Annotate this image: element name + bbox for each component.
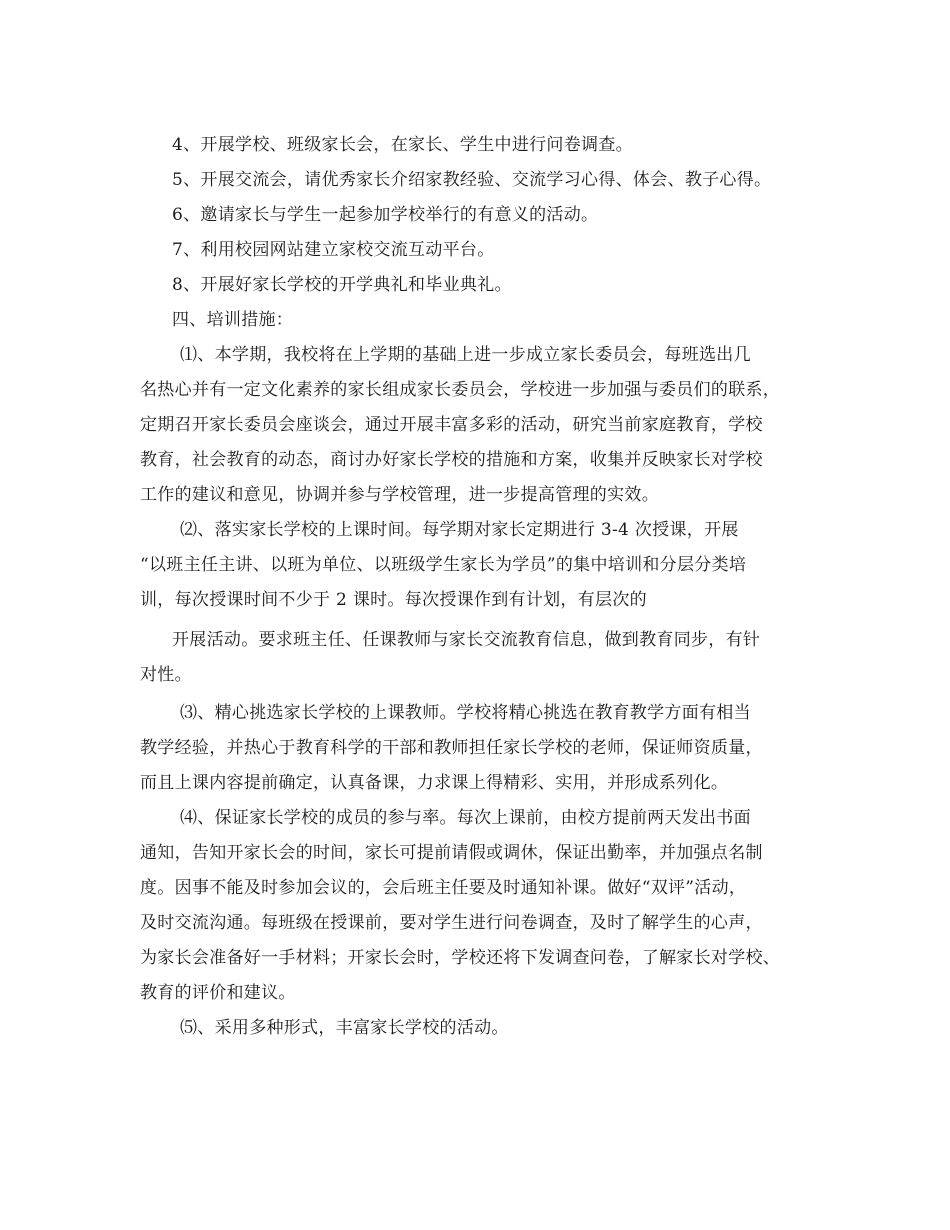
paragraph-line: 通知，告知开家长会的时间，家长可提前请假或调休，保证出勤率，并加强点名制 [140, 843, 763, 863]
paragraph-line: 定期召开家长委员会座谈会，通过开展丰富多彩的活动，研究当前家庭教育，学校 [140, 415, 763, 435]
list-item: 6、邀请家长与学生一起参加学校举行的有意义的活动。 [172, 205, 599, 225]
paragraph-line: 及时交流沟通。每班级在授课前，要对学生进行问卷调查，及时了解学生的心声， [140, 913, 763, 933]
paragraph-line: 为家长会准备好一手材料；开家长会时，学校还将下发调查问卷，了解家长对学校、 [140, 948, 781, 968]
paragraph-line: ⑵、落实家长学校的上课时间。每学期对家长定期进行 3-4 次授课，开展 [180, 520, 739, 540]
paragraph-line: ⑶、精心挑选家长学校的上课教师。学校将精心挑选在教育教学方面有相当 [180, 703, 751, 723]
list-item: 4、开展学校、班级家长会，在家长、学生中进行问卷调查。 [172, 135, 633, 155]
paragraph-line: ⑸、采用多种形式，丰富家长学校的活动。 [180, 1018, 509, 1038]
list-item: 8、开展好家长学校的开学典礼和毕业典礼。 [172, 275, 512, 295]
paragraph-line: 教育，社会教育的动态，商讨办好家长学校的措施和方案，收集并反映家长对学校 [140, 450, 763, 470]
paragraph-line: 对性。 [140, 665, 192, 685]
paragraph-line: “以班主任主讲、以班为单位、以班级学生家长为学员”的集中培训和分层分类培 [140, 555, 747, 575]
section-heading: 四、培训措施： [172, 310, 294, 330]
paragraph-line: 工作的建议和意见，协调并参与学校管理，进一步提高管理的实效。 [140, 485, 659, 505]
paragraph-line: 教学经验，并热心于教育科学的干部和教师担任家长学校的老师，保证师资质量， [140, 738, 763, 758]
paragraph-line: 开展活动。要求班主任、任课教师与家长交流教育信息，做到教育同步，有针 [172, 630, 761, 650]
paragraph-line: 训，每次授课时间不少于 2 课时。每次授课作到有计划，有层次的 [140, 590, 647, 610]
paragraph-line: ⑷、保证家长学校的成员的参与率。每次上课前，由校方提前两天发出书面 [180, 808, 751, 828]
paragraph-line: 度。因事不能及时参加会议的，会后班主任要及时通知补课。做好“双评”活动， [140, 878, 747, 898]
paragraph-line: 而且上课内容提前确定，认真备课，力求课上得精彩、实用，并形成系列化。 [140, 773, 729, 793]
paragraph-line: 教育的评价和建议。 [140, 983, 296, 1003]
paragraph-line: 名热心并有一定文化素养的家长组成家长委员会，学校进一步加强与委员们的联系， [140, 380, 781, 400]
list-item: 7、利用校园网站建立家校交流互动平台。 [172, 240, 495, 260]
list-item: 5、开展交流会，请优秀家长介绍家教经验、交流学习心得、体会、教子心得。 [172, 170, 772, 190]
paragraph-line: ⑴、本学期，我校将在上学期的基础上进一步成立家长委员会，每班选出几 [180, 345, 751, 365]
